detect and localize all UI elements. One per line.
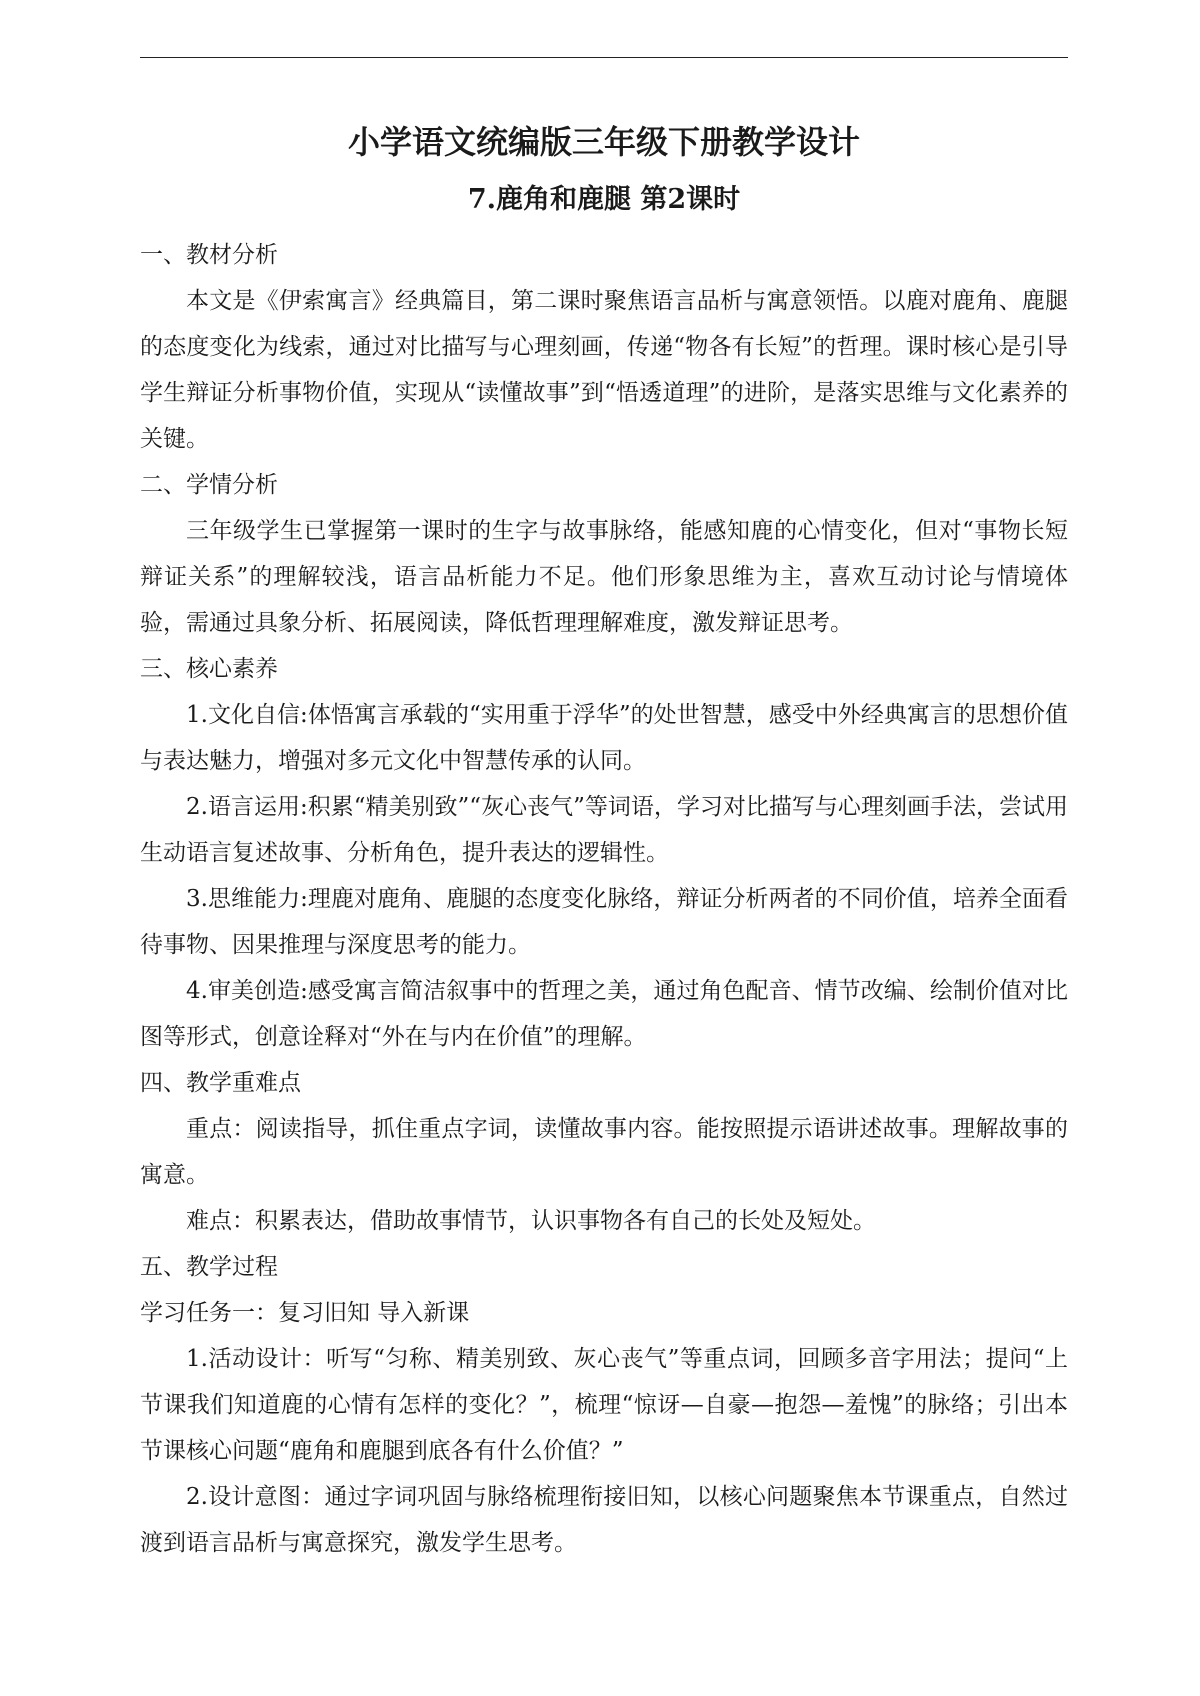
paragraph: 本文是《伊索寓言》经典篇目，第二课时聚焦语言品析与寓意领悟。以鹿对鹿角、鹿腿的态度变化为线索，通过对比描写与心理刻画，传递“物各有长短”的哲理。课时核心是引导学生辩证分析事物价值，实现从“读懂故事”到“悟透道理”的进阶，是落实思维与文化素养的关键。 [140,288,1068,452]
section-heading-key-points: 四、教学重难点 [140,1070,301,1096]
lesson-subtitle: 7.鹿角和鹿腿 第2课时 [467,184,741,215]
section-heading-students: 二、学情分析 [140,472,278,498]
list-item: 3.思维能力:理鹿对鹿角、鹿腿的态度变化脉络，辩证分析两者的不同价值，培养全面看待事物、因果推理与深度思考的能力。 [140,886,1068,958]
section-heading-literacy: 三、核心素养 [140,656,278,682]
list-item: 1.文化自信:体悟寓言承载的“实用重于浮华”的处世智慧，感受中外经典寓言的思想价值与表达魅力，增强对多元文化中智慧传承的认同。 [140,702,1068,774]
paragraph: 难点：积累表达，借助故事情节，认识事物各有自己的长处及短处。 [186,1208,876,1234]
paragraph: 三年级学生已掌握第一课时的生字与故事脉络，能感知鹿的心情变化，但对“事物长短辩证关系”的理解较浅，语言品析能力不足。他们形象思维为主，喜欢互动讨论与情境体验，需通过具象分析、拓展阅读，降低哲理理解难度，激发辩证思考。 [140,518,1068,636]
list-item: 4.审美创造:感受寓言简洁叙事中的哲理之美，通过角色配音、情节改编、绘制价值对比图等形式，创意诠释对“外在与内在价值”的理解。 [140,978,1068,1050]
list-item: 2.设计意图：通过字词巩固与脉络梳理衔接旧知，以核心问题聚焦本节课重点，自然过渡到语言品析与寓意探究，激发学生思考。 [140,1484,1068,1556]
paragraph: 重点：阅读指导，抓住重点字词，读懂故事内容。能按照提示语讲述故事。理解故事的寓意。 [140,1116,1068,1188]
section-heading-process: 五、教学过程 [140,1254,278,1280]
document-title: 小学语文统编版三年级下册教学设计 [347,123,860,161]
task-heading: 学习任务一：复习旧知 导入新课 [140,1300,470,1326]
section-heading-materials: 一、教材分析 [140,242,278,268]
list-item: 1.活动设计：听写“匀称、精美别致、灰心丧气”等重点词，回顾多音字用法；提问“上节课我们知道鹿的心情有怎样的变化？”，梳理“惊讶—自豪—抱怨—羞愧”的脉络；引出本节课核心问题“鹿角和鹿腿到底各有什么价值？” [140,1346,1068,1464]
list-item: 2.语言运用:积累“精美别致”“灰心丧气”等词语，学习对比描写与心理刻画手法，尝试用生动语言复述故事、分析角色，提升表达的逻辑性。 [140,794,1068,866]
document-body [140,120,1068,1566]
header-rule [140,57,1068,58]
